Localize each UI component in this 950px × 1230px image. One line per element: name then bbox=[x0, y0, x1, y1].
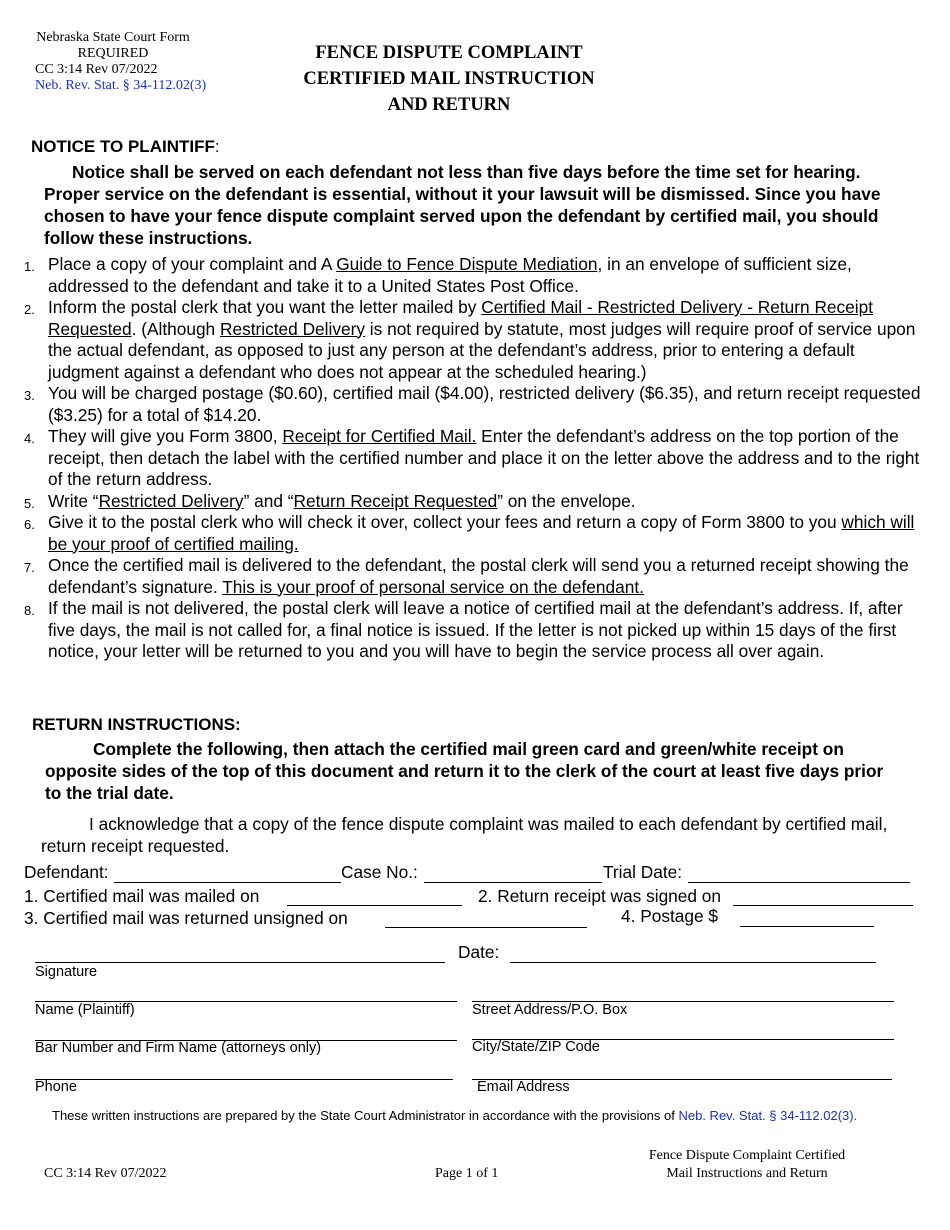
list-item: 5. Write “Restricted Delivery” and “Return Receipt Requested” on the envelope. bbox=[24, 490, 636, 511]
title-line-3: AND RETURN bbox=[387, 95, 511, 115]
footer-form-code: CC 3:14 Rev 07/2022 bbox=[44, 1166, 167, 1181]
notice-heading: NOTICE TO PLAINTIFF: bbox=[31, 137, 220, 156]
date-field[interactable] bbox=[510, 962, 876, 963]
return-heading: RETURN INSTRUCTIONS: bbox=[32, 715, 241, 734]
date-label: Date: bbox=[458, 942, 500, 962]
list-item: 6. Give it to the postal clerk who will check it over, collect your fees and return a copy of Form 3800 to you which will be your proof of certified mailing. bbox=[24, 512, 915, 554]
page-number: Page 1 of 1 bbox=[435, 1166, 499, 1181]
case-no-field[interactable] bbox=[424, 882, 602, 883]
list-item: 4. They will give you Form 3800, Receipt for Certified Mail. Enter the defendant’s address on the top portion of the receipt, then detach the label with the certified number and place it on the letter above the address and to the right of the return address. bbox=[24, 426, 920, 489]
email-label: Email Address bbox=[477, 1079, 570, 1095]
list-item: 3. You will be charged postage ($0.60), certified mail ($4.00), restricted delivery ($6.35), and return receipt requested ($3.25) for a total of $14.20. bbox=[24, 383, 921, 425]
footer-note: These written instructions are prepared by the State Court Administrator in accordance with the provisions of Neb. Rev. Stat. § 34-112.02(3). bbox=[52, 1108, 858, 1123]
statute-link[interactable]: Neb. Rev. Stat. § 34-112.02(3) bbox=[35, 78, 207, 93]
required-label: REQUIRED bbox=[77, 46, 149, 61]
footer-doc-title-line-1: Fence Dispute Complaint Certified bbox=[648, 1148, 846, 1163]
postage-field[interactable] bbox=[740, 926, 874, 927]
title-line-1: FENCE DISPUTE COMPLAINT bbox=[315, 43, 583, 63]
return-body: Complete the following, then attach the certified mail green card and green/white receipt on opposite sides of the top of this document and return it to the clerk of the court at least five days prior to the trial date. bbox=[45, 739, 884, 803]
name-label: Name (Plaintiff) bbox=[35, 1002, 135, 1018]
receipt-signed-field[interactable] bbox=[733, 905, 913, 906]
returned-unsigned-label: 3. Certified mail was returned unsigned on bbox=[24, 908, 348, 928]
acknowledgement: I acknowledge that a copy of the fence dispute complaint was mailed to each defendant by certified mail, return receipt requested. bbox=[41, 814, 888, 856]
bar-number-label: Bar Number and Firm Name (attorneys only) bbox=[35, 1040, 322, 1056]
footer-statute-link[interactable]: Neb. Rev. Stat. § 34-112.02(3). bbox=[678, 1108, 858, 1123]
form-header-left bbox=[28, 30, 206, 94]
trial-date-label: Trial Date: bbox=[603, 862, 683, 882]
list-item: 8. If the mail is not delivered, the postal clerk will leave a notice of certified mail at the defendant’s address. If, after five days, the mail is not called for, a final notice is issued. If the letter is not picked up within 15 days of the first notice, your letter will be returned to you and you will have to begin the service process all over again. bbox=[24, 598, 903, 661]
defendant-field[interactable] bbox=[114, 882, 341, 883]
postage-label: 4. Postage $ bbox=[621, 906, 719, 926]
list-item: 7. Once the certified mail is delivered to the defendant, the postal clerk will send you a returned receipt showing the defendant’s signature. This is your proof of personal service on the defendant. bbox=[24, 555, 909, 597]
mailed-on-field[interactable] bbox=[287, 905, 462, 906]
title-line-2: CERTIFIED MAIL INSTRUCTION bbox=[303, 69, 595, 89]
signature-field[interactable] bbox=[35, 962, 445, 963]
footer-doc-title bbox=[632, 1147, 862, 1183]
notice-body: Notice shall be served on each defendant not less than five days before the time set for hearing. Proper service on the defendant is essential, without it your lawsuit will be dismissed. Since you have chosen to have your fence dispute complaint served upon the defendant by certified mail, you should follow these instructions. bbox=[44, 162, 881, 248]
form-code: CC 3:14 Rev 07/2022 bbox=[35, 62, 158, 77]
list-item: 2. Inform the postal clerk that you want the letter mailed by Certified Mail - Restricted Delivery - Return Receipt Requested. (Although Restricted Delivery is not required by statute, most judges will require proof of service upon the actual defendant, as opposed to just any person at the defendant’s address, prior to entering a default judgment against a defendant who does not appear at the scheduled hearing.) bbox=[24, 297, 916, 382]
mailed-on-label: 1. Certified mail was mailed on bbox=[24, 886, 260, 906]
court-form-label: Nebraska State Court Form bbox=[36, 30, 190, 45]
case-no-label: Case No.: bbox=[341, 862, 418, 882]
list-item: 1. Place a copy of your complaint and A Guide to Fence Dispute Mediation, in an envelope of sufficient size, addressed to the defendant and take it to a United States Post Office. bbox=[24, 254, 852, 296]
footer-doc-title-line-2: Mail Instructions and Return bbox=[666, 1166, 828, 1181]
page-title bbox=[240, 40, 658, 118]
returned-unsigned-field[interactable] bbox=[385, 927, 587, 928]
city-label: City/State/ZIP Code bbox=[472, 1039, 600, 1055]
phone-label: Phone bbox=[35, 1079, 77, 1095]
phone-field[interactable] bbox=[35, 1079, 453, 1080]
defendant-label: Defendant: bbox=[24, 862, 109, 882]
trial-date-field[interactable] bbox=[688, 882, 910, 883]
receipt-signed-label: 2. Return receipt was signed on bbox=[478, 886, 722, 906]
instruction-steps bbox=[20, 254, 925, 663]
street-label: Street Address/P.O. Box bbox=[472, 1002, 628, 1018]
signature-label: Signature bbox=[35, 964, 98, 980]
